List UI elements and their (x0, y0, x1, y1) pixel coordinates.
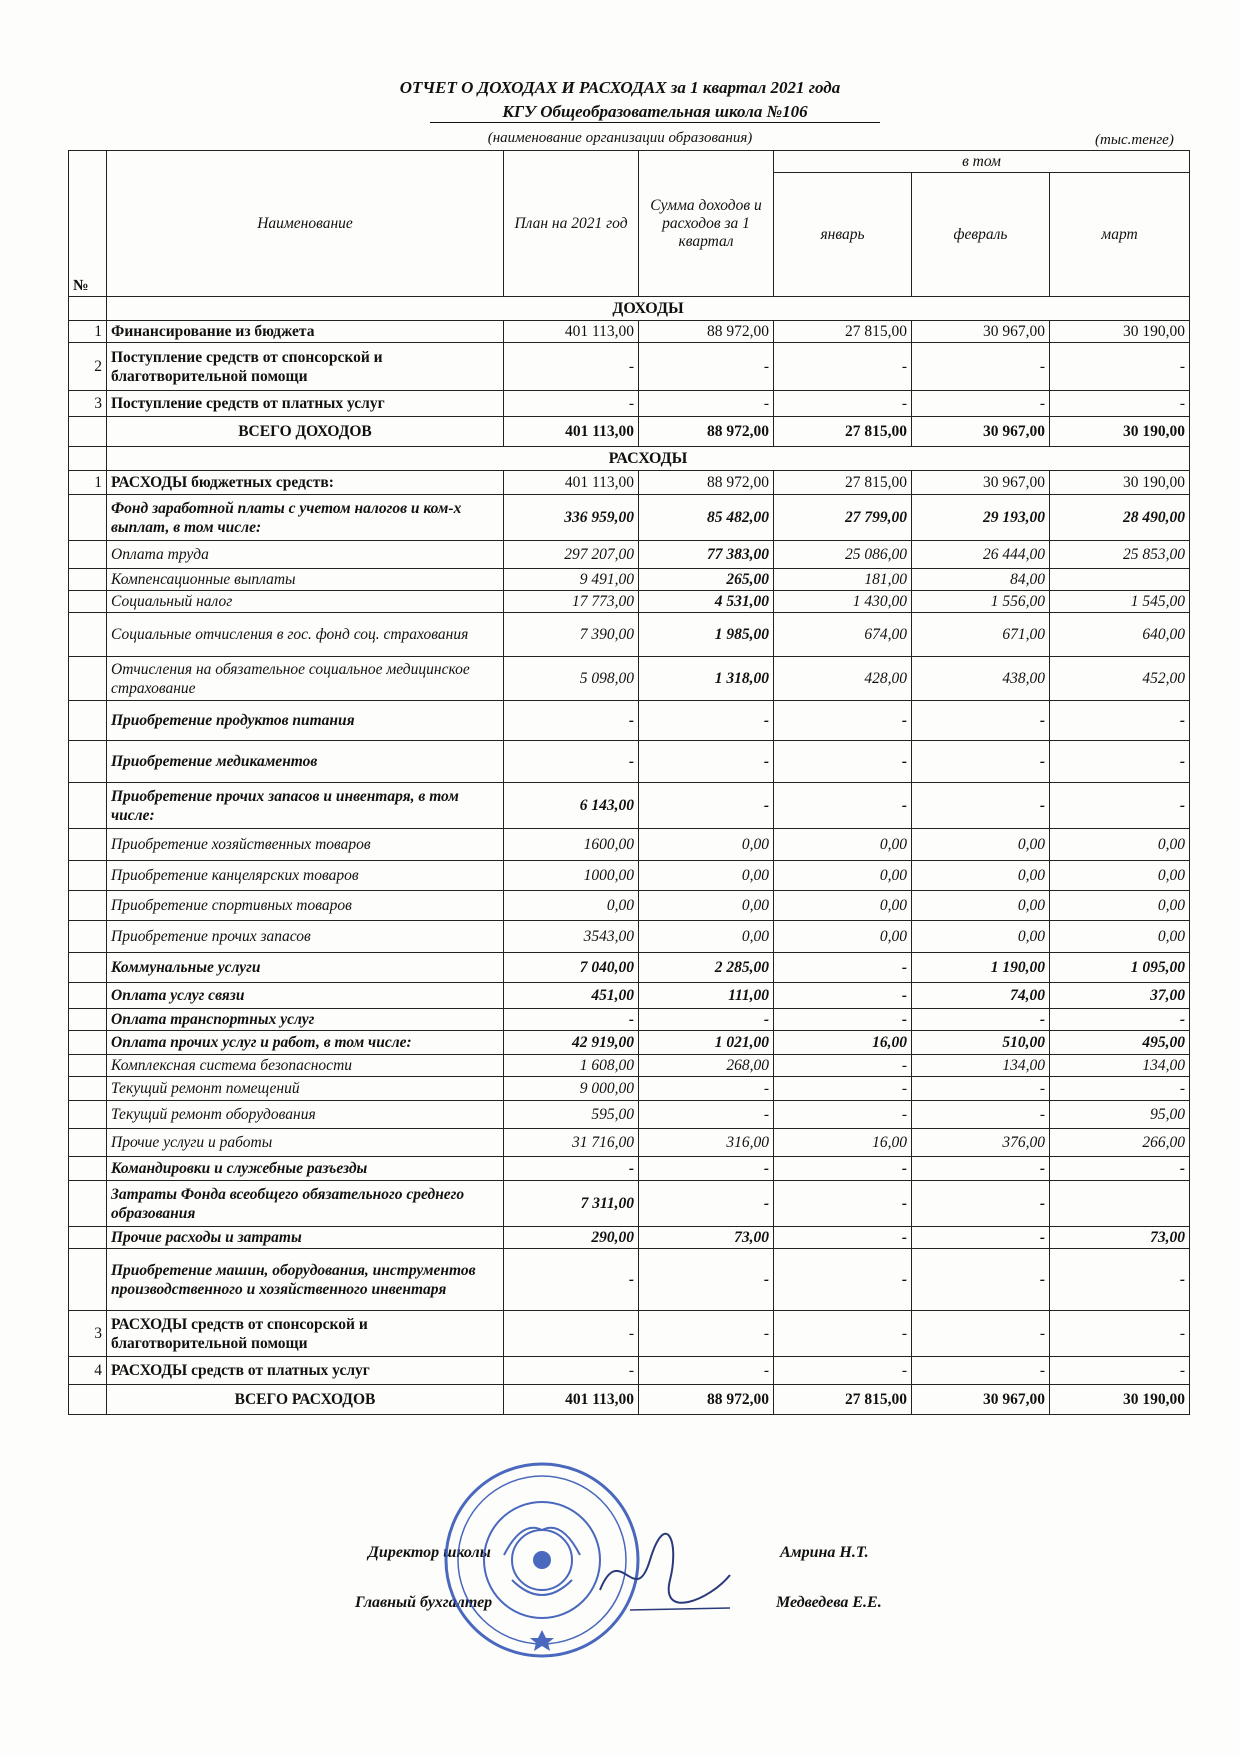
table-row (69, 321, 1190, 343)
cell-mar: 0,00 (1050, 921, 1190, 953)
cell-plan: - (504, 1009, 639, 1031)
cell-feb: - (912, 783, 1050, 829)
cell-sum: - (639, 391, 774, 417)
table-row (69, 921, 1190, 953)
cell-jan: - (774, 953, 912, 983)
table-row (69, 741, 1190, 783)
cell-feb: 0,00 (912, 861, 1050, 891)
cell-jan: - (774, 783, 912, 829)
cell-jan: 0,00 (774, 921, 912, 953)
cell-sum: 0,00 (639, 829, 774, 861)
table-row (69, 1077, 1190, 1101)
table-row (69, 1031, 1190, 1055)
cell-name: РАСХОДЫ бюджетных средств: (107, 471, 504, 495)
cell-jan: 1 430,00 (774, 591, 912, 613)
cell-feb: 26 444,00 (912, 541, 1050, 569)
cell-name: Приобретение канцелярских товаров (107, 861, 504, 891)
total-feb: 30 967,00 (912, 1385, 1050, 1415)
total-plan: 401 113,00 (504, 1385, 639, 1415)
cell-sum: - (639, 1357, 774, 1385)
cell-sum: - (639, 1311, 774, 1357)
cell-plan: - (504, 741, 639, 783)
cell-name: Фонд заработной платы с учетом налогов и ком-х выплат, в том числе: (107, 495, 504, 541)
table-row (69, 1357, 1190, 1385)
cell-mar: - (1050, 1357, 1190, 1385)
cell-no (69, 1009, 107, 1031)
cell-no: 1 (69, 471, 107, 495)
cell-plan: - (504, 343, 639, 391)
cell-feb: 438,00 (912, 657, 1050, 701)
cell-jan: - (774, 741, 912, 783)
table-row (69, 861, 1190, 891)
cell-no (69, 417, 107, 447)
cell-plan: 451,00 (504, 983, 639, 1009)
cell-name: Финансирование из бюджета (107, 321, 504, 343)
cell-feb: - (912, 1181, 1050, 1227)
director-name: Амрина Н.Т. (780, 1544, 869, 1561)
cell-name: Поступление средств от платных услуг (107, 391, 504, 417)
cell-jan: - (774, 1077, 912, 1101)
table-row (69, 471, 1190, 495)
cell-plan: 401 113,00 (504, 321, 639, 343)
cell-feb: 134,00 (912, 1055, 1050, 1077)
cell-plan: 401 113,00 (504, 471, 639, 495)
cell-no: 2 (69, 343, 107, 391)
cell-no (69, 701, 107, 741)
table-row (69, 391, 1190, 417)
table-row (69, 783, 1190, 829)
cell-no (69, 983, 107, 1009)
cell-name: Социальные отчисления в гос. фонд соц. страхования (107, 613, 504, 657)
organization-caption: (наименование организации образования) (487, 130, 753, 146)
total-sum: 88 972,00 (639, 1385, 774, 1415)
cell-feb: - (912, 1009, 1050, 1031)
total-name: ВСЕГО ДОХОДОВ (107, 417, 504, 447)
total-mar: 30 190,00 (1050, 417, 1190, 447)
cell-sum: 1 985,00 (639, 613, 774, 657)
cell-mar: - (1050, 1311, 1190, 1357)
cell-jan: 181,00 (774, 569, 912, 591)
cell-mar: 495,00 (1050, 1031, 1190, 1055)
cell-mar: 28 490,00 (1050, 495, 1190, 541)
cell-name: Приобретение медикаментов (107, 741, 504, 783)
cell-no (69, 1077, 107, 1101)
cell-jan: 27 799,00 (774, 495, 912, 541)
units-label: (тыс.тенге) (1095, 132, 1174, 148)
accountant-name: Медведева Е.Е. (776, 1594, 882, 1611)
cell-name: Затраты Фонда всеобщего обязательного среднего образования (107, 1181, 504, 1227)
cell-sum: - (639, 1009, 774, 1031)
cell-feb: 29 193,00 (912, 495, 1050, 541)
header-no: № (69, 151, 107, 297)
table-row (69, 495, 1190, 541)
cell-mar: - (1050, 783, 1190, 829)
cell-name: Приобретение продуктов питания (107, 701, 504, 741)
cell-jan: 0,00 (774, 829, 912, 861)
cell-mar: 0,00 (1050, 861, 1190, 891)
cell-plan: 595,00 (504, 1101, 639, 1129)
cell-mar: 452,00 (1050, 657, 1190, 701)
header-plan: План на 2021 год (504, 151, 639, 297)
table-row (69, 343, 1190, 391)
cell-name: Оплата транспортных услуг (107, 1009, 504, 1031)
total-plan: 401 113,00 (504, 417, 639, 447)
cell-feb: - (912, 741, 1050, 783)
cell-feb: - (912, 1101, 1050, 1129)
cell-mar: 95,00 (1050, 1101, 1190, 1129)
cell-jan: - (774, 1009, 912, 1031)
cell-mar: 73,00 (1050, 1227, 1190, 1249)
cell-mar: - (1050, 1077, 1190, 1101)
cell-name: Приобретение спортивных товаров (107, 891, 504, 921)
cell-name: Оплата услуг связи (107, 983, 504, 1009)
cell-mar: - (1050, 1157, 1190, 1181)
total-name: ВСЕГО РАСХОДОВ (107, 1385, 504, 1415)
cell-sum: 85 482,00 (639, 495, 774, 541)
cell-no (69, 657, 107, 701)
cell-no (69, 613, 107, 657)
cell-feb: 0,00 (912, 921, 1050, 953)
header-feb: февраль (912, 173, 1050, 297)
cell-plan: - (504, 1357, 639, 1385)
table-row (69, 829, 1190, 861)
report-body (69, 297, 1190, 1415)
cell-name: Прочие услуги и работы (107, 1129, 504, 1157)
cell-plan: 0,00 (504, 891, 639, 921)
cell-no (69, 1249, 107, 1311)
cell-plan: 7 390,00 (504, 613, 639, 657)
cell-mar: 0,00 (1050, 829, 1190, 861)
section-no-cell (69, 297, 107, 321)
cell-name: Оплата труда (107, 541, 504, 569)
cell-mar (1050, 1181, 1190, 1227)
cell-no (69, 953, 107, 983)
cell-mar: - (1050, 343, 1190, 391)
cell-jan: 27 815,00 (774, 321, 912, 343)
cell-name: РАСХОДЫ средств от платных услуг (107, 1357, 504, 1385)
cell-no (69, 741, 107, 783)
cell-name: Комплексная система безопасности (107, 1055, 504, 1077)
cell-mar: - (1050, 391, 1190, 417)
cell-plan: 297 207,00 (504, 541, 639, 569)
cell-jan: - (774, 343, 912, 391)
table-row (69, 1129, 1190, 1157)
cell-jan: - (774, 1055, 912, 1077)
total-feb: 30 967,00 (912, 417, 1050, 447)
cell-feb: 1 556,00 (912, 591, 1050, 613)
report-title: ОТЧЕТ О ДОХОДАХ И РАСХОДАХ за 1 квартал 2021 года (399, 78, 841, 97)
table-row (69, 1157, 1190, 1181)
cell-jan: - (774, 1157, 912, 1181)
table-row (69, 701, 1190, 741)
total-jan: 27 815,00 (774, 417, 912, 447)
cell-mar: 0,00 (1050, 891, 1190, 921)
cell-no (69, 591, 107, 613)
cell-no (69, 1101, 107, 1129)
cell-mar: - (1050, 1009, 1190, 1031)
cell-sum: - (639, 1101, 774, 1129)
cell-sum: 0,00 (639, 891, 774, 921)
cell-feb: - (912, 343, 1050, 391)
cell-feb: - (912, 391, 1050, 417)
signature-scribble (590, 1520, 740, 1620)
cell-sum: 77 383,00 (639, 541, 774, 569)
cell-jan: 27 815,00 (774, 471, 912, 495)
cell-no (69, 1227, 107, 1249)
cell-plan: 290,00 (504, 1227, 639, 1249)
cell-sum: 111,00 (639, 983, 774, 1009)
cell-feb: - (912, 701, 1050, 741)
cell-plan: 42 919,00 (504, 1031, 639, 1055)
cell-plan: 336 959,00 (504, 495, 639, 541)
cell-sum: 88 972,00 (639, 321, 774, 343)
cell-plan: - (504, 701, 639, 741)
cell-feb: 510,00 (912, 1031, 1050, 1055)
cell-name: Командировки и служебные разъезды (107, 1157, 504, 1181)
cell-feb: 0,00 (912, 891, 1050, 921)
total-row (69, 417, 1190, 447)
cell-sum: - (639, 1157, 774, 1181)
cell-no (69, 921, 107, 953)
cell-plan: 31 716,00 (504, 1129, 639, 1157)
cell-feb: - (912, 1157, 1050, 1181)
cell-plan: 17 773,00 (504, 591, 639, 613)
cell-plan: 1 608,00 (504, 1055, 639, 1077)
cell-plan: - (504, 1311, 639, 1357)
header-group: в том (774, 151, 1190, 173)
cell-feb: 30 967,00 (912, 471, 1050, 495)
cell-no: 4 (69, 1357, 107, 1385)
cell-feb: - (912, 1077, 1050, 1101)
cell-no (69, 1055, 107, 1077)
cell-feb: - (912, 1311, 1050, 1357)
cell-jan: - (774, 391, 912, 417)
total-mar: 30 190,00 (1050, 1385, 1190, 1415)
cell-no (69, 1129, 107, 1157)
cell-sum: 268,00 (639, 1055, 774, 1077)
cell-jan: - (774, 1311, 912, 1357)
income-section-header: ДОХОДЫ (107, 297, 1190, 321)
cell-plan: 3543,00 (504, 921, 639, 953)
total-sum: 88 972,00 (639, 417, 774, 447)
cell-jan: - (774, 983, 912, 1009)
cell-mar: 266,00 (1050, 1129, 1190, 1157)
cell-no: 3 (69, 391, 107, 417)
cell-feb: 84,00 (912, 569, 1050, 591)
cell-no (69, 1157, 107, 1181)
cell-sum: - (639, 1077, 774, 1101)
cell-plan: - (504, 1249, 639, 1311)
cell-name: Отчисления на обязательное социальное медицинское страхование (107, 657, 504, 701)
table-row (69, 541, 1190, 569)
cell-name: Приобретение прочих запасов (107, 921, 504, 953)
table-row (69, 1101, 1190, 1129)
cell-mar: 1 095,00 (1050, 953, 1190, 983)
cell-jan: 0,00 (774, 861, 912, 891)
table-row (69, 1181, 1190, 1227)
header-name: Наименование (107, 151, 504, 297)
cell-name: Приобретение прочих запасов и инвентаря, в том числе: (107, 783, 504, 829)
table-row (69, 569, 1190, 591)
cell-feb: - (912, 1357, 1050, 1385)
cell-no (69, 569, 107, 591)
cell-sum: - (639, 741, 774, 783)
cell-feb: 1 190,00 (912, 953, 1050, 983)
organization-name: КГУ Общеобразовательная школа №106 (430, 102, 880, 123)
cell-name: Приобретение машин, оборудования, инструментов производственного и хозяйственного инвентаря (107, 1249, 504, 1311)
cell-feb: - (912, 1249, 1050, 1311)
cell-plan: 5 098,00 (504, 657, 639, 701)
cell-plan: 9 000,00 (504, 1077, 639, 1101)
cell-jan: 428,00 (774, 657, 912, 701)
cell-feb: 74,00 (912, 983, 1050, 1009)
cell-mar: - (1050, 701, 1190, 741)
cell-plan: 6 143,00 (504, 783, 639, 829)
cell-sum: 0,00 (639, 921, 774, 953)
cell-sum: 1 318,00 (639, 657, 774, 701)
cell-plan: 1600,00 (504, 829, 639, 861)
header-sum: Сумма доходов и расходов за 1 квартал (639, 151, 774, 297)
cell-feb: 0,00 (912, 829, 1050, 861)
cell-jan: - (774, 1101, 912, 1129)
cell-sum: 265,00 (639, 569, 774, 591)
cell-sum: - (639, 1181, 774, 1227)
header-jan: январь (774, 173, 912, 297)
cell-sum: 0,00 (639, 861, 774, 891)
section-no-cell (69, 447, 107, 471)
cell-mar: 30 190,00 (1050, 321, 1190, 343)
table-row (69, 953, 1190, 983)
cell-jan: - (774, 1249, 912, 1311)
table-row (69, 1311, 1190, 1357)
cell-plan: 7 040,00 (504, 953, 639, 983)
cell-name: Социальный налог (107, 591, 504, 613)
table-row (69, 613, 1190, 657)
table-row (69, 983, 1190, 1009)
cell-sum: 2 285,00 (639, 953, 774, 983)
cell-plan: 7 311,00 (504, 1181, 639, 1227)
cell-jan: - (774, 701, 912, 741)
header-mar: март (1050, 173, 1190, 297)
expenses-section-header: РАСХОДЫ (107, 447, 1190, 471)
cell-no (69, 1385, 107, 1415)
cell-jan: - (774, 1181, 912, 1227)
cell-mar: - (1050, 741, 1190, 783)
cell-mar: 37,00 (1050, 983, 1190, 1009)
cell-no (69, 891, 107, 921)
table-row (69, 1009, 1190, 1031)
cell-name: Поступление средств от спонсорской и благотворительной помощи (107, 343, 504, 391)
total-row (69, 1385, 1190, 1415)
cell-sum: 1 021,00 (639, 1031, 774, 1055)
cell-name: Прочие расходы и затраты (107, 1227, 504, 1249)
cell-jan: - (774, 1227, 912, 1249)
cell-sum: 73,00 (639, 1227, 774, 1249)
director-label: Директор школы (368, 1544, 491, 1561)
cell-mar: - (1050, 1249, 1190, 1311)
cell-sum: - (639, 343, 774, 391)
cell-mar: 1 545,00 (1050, 591, 1190, 613)
cell-sum: - (639, 783, 774, 829)
table-row (69, 591, 1190, 613)
cell-jan: 0,00 (774, 891, 912, 921)
cell-no (69, 495, 107, 541)
cell-plan: - (504, 391, 639, 417)
table-row (69, 657, 1190, 701)
cell-no (69, 861, 107, 891)
cell-sum: 4 531,00 (639, 591, 774, 613)
report-table (68, 150, 1190, 1415)
cell-sum: 88 972,00 (639, 471, 774, 495)
cell-name: Текущий ремонт помещений (107, 1077, 504, 1101)
cell-sum: - (639, 701, 774, 741)
cell-sum: - (639, 1249, 774, 1311)
cell-no (69, 1031, 107, 1055)
cell-no (69, 1181, 107, 1227)
cell-no: 3 (69, 1311, 107, 1357)
cell-name: Компенсационные выплаты (107, 569, 504, 591)
cell-jan: 674,00 (774, 613, 912, 657)
cell-mar: 640,00 (1050, 613, 1190, 657)
table-row (69, 891, 1190, 921)
table-row (69, 1227, 1190, 1249)
total-jan: 27 815,00 (774, 1385, 912, 1415)
cell-name: Коммунальные услуги (107, 953, 504, 983)
cell-plan: 9 491,00 (504, 569, 639, 591)
cell-no (69, 783, 107, 829)
cell-feb: - (912, 1227, 1050, 1249)
cell-name: Приобретение хозяйственных товаров (107, 829, 504, 861)
cell-jan: 25 086,00 (774, 541, 912, 569)
cell-sum: 316,00 (639, 1129, 774, 1157)
cell-name: Оплата прочих услуг и работ, в том числе: (107, 1031, 504, 1055)
cell-plan: - (504, 1157, 639, 1181)
cell-feb: 30 967,00 (912, 321, 1050, 343)
cell-name: Текущий ремонт оборудования (107, 1101, 504, 1129)
cell-name: РАСХОДЫ средств от спонсорской и благотворительной помощи (107, 1311, 504, 1357)
cell-no: 1 (69, 321, 107, 343)
cell-mar (1050, 569, 1190, 591)
accountant-label: Главный бухгалтер (355, 1594, 493, 1611)
cell-jan: 16,00 (774, 1129, 912, 1157)
cell-mar: 25 853,00 (1050, 541, 1190, 569)
cell-mar: 134,00 (1050, 1055, 1190, 1077)
table-row (69, 1249, 1190, 1311)
cell-mar: 30 190,00 (1050, 471, 1190, 495)
cell-feb: 671,00 (912, 613, 1050, 657)
cell-jan: 16,00 (774, 1031, 912, 1055)
cell-no (69, 829, 107, 861)
cell-feb: 376,00 (912, 1129, 1050, 1157)
cell-jan: - (774, 1357, 912, 1385)
cell-no (69, 541, 107, 569)
table-row (69, 1055, 1190, 1077)
cell-plan: 1000,00 (504, 861, 639, 891)
